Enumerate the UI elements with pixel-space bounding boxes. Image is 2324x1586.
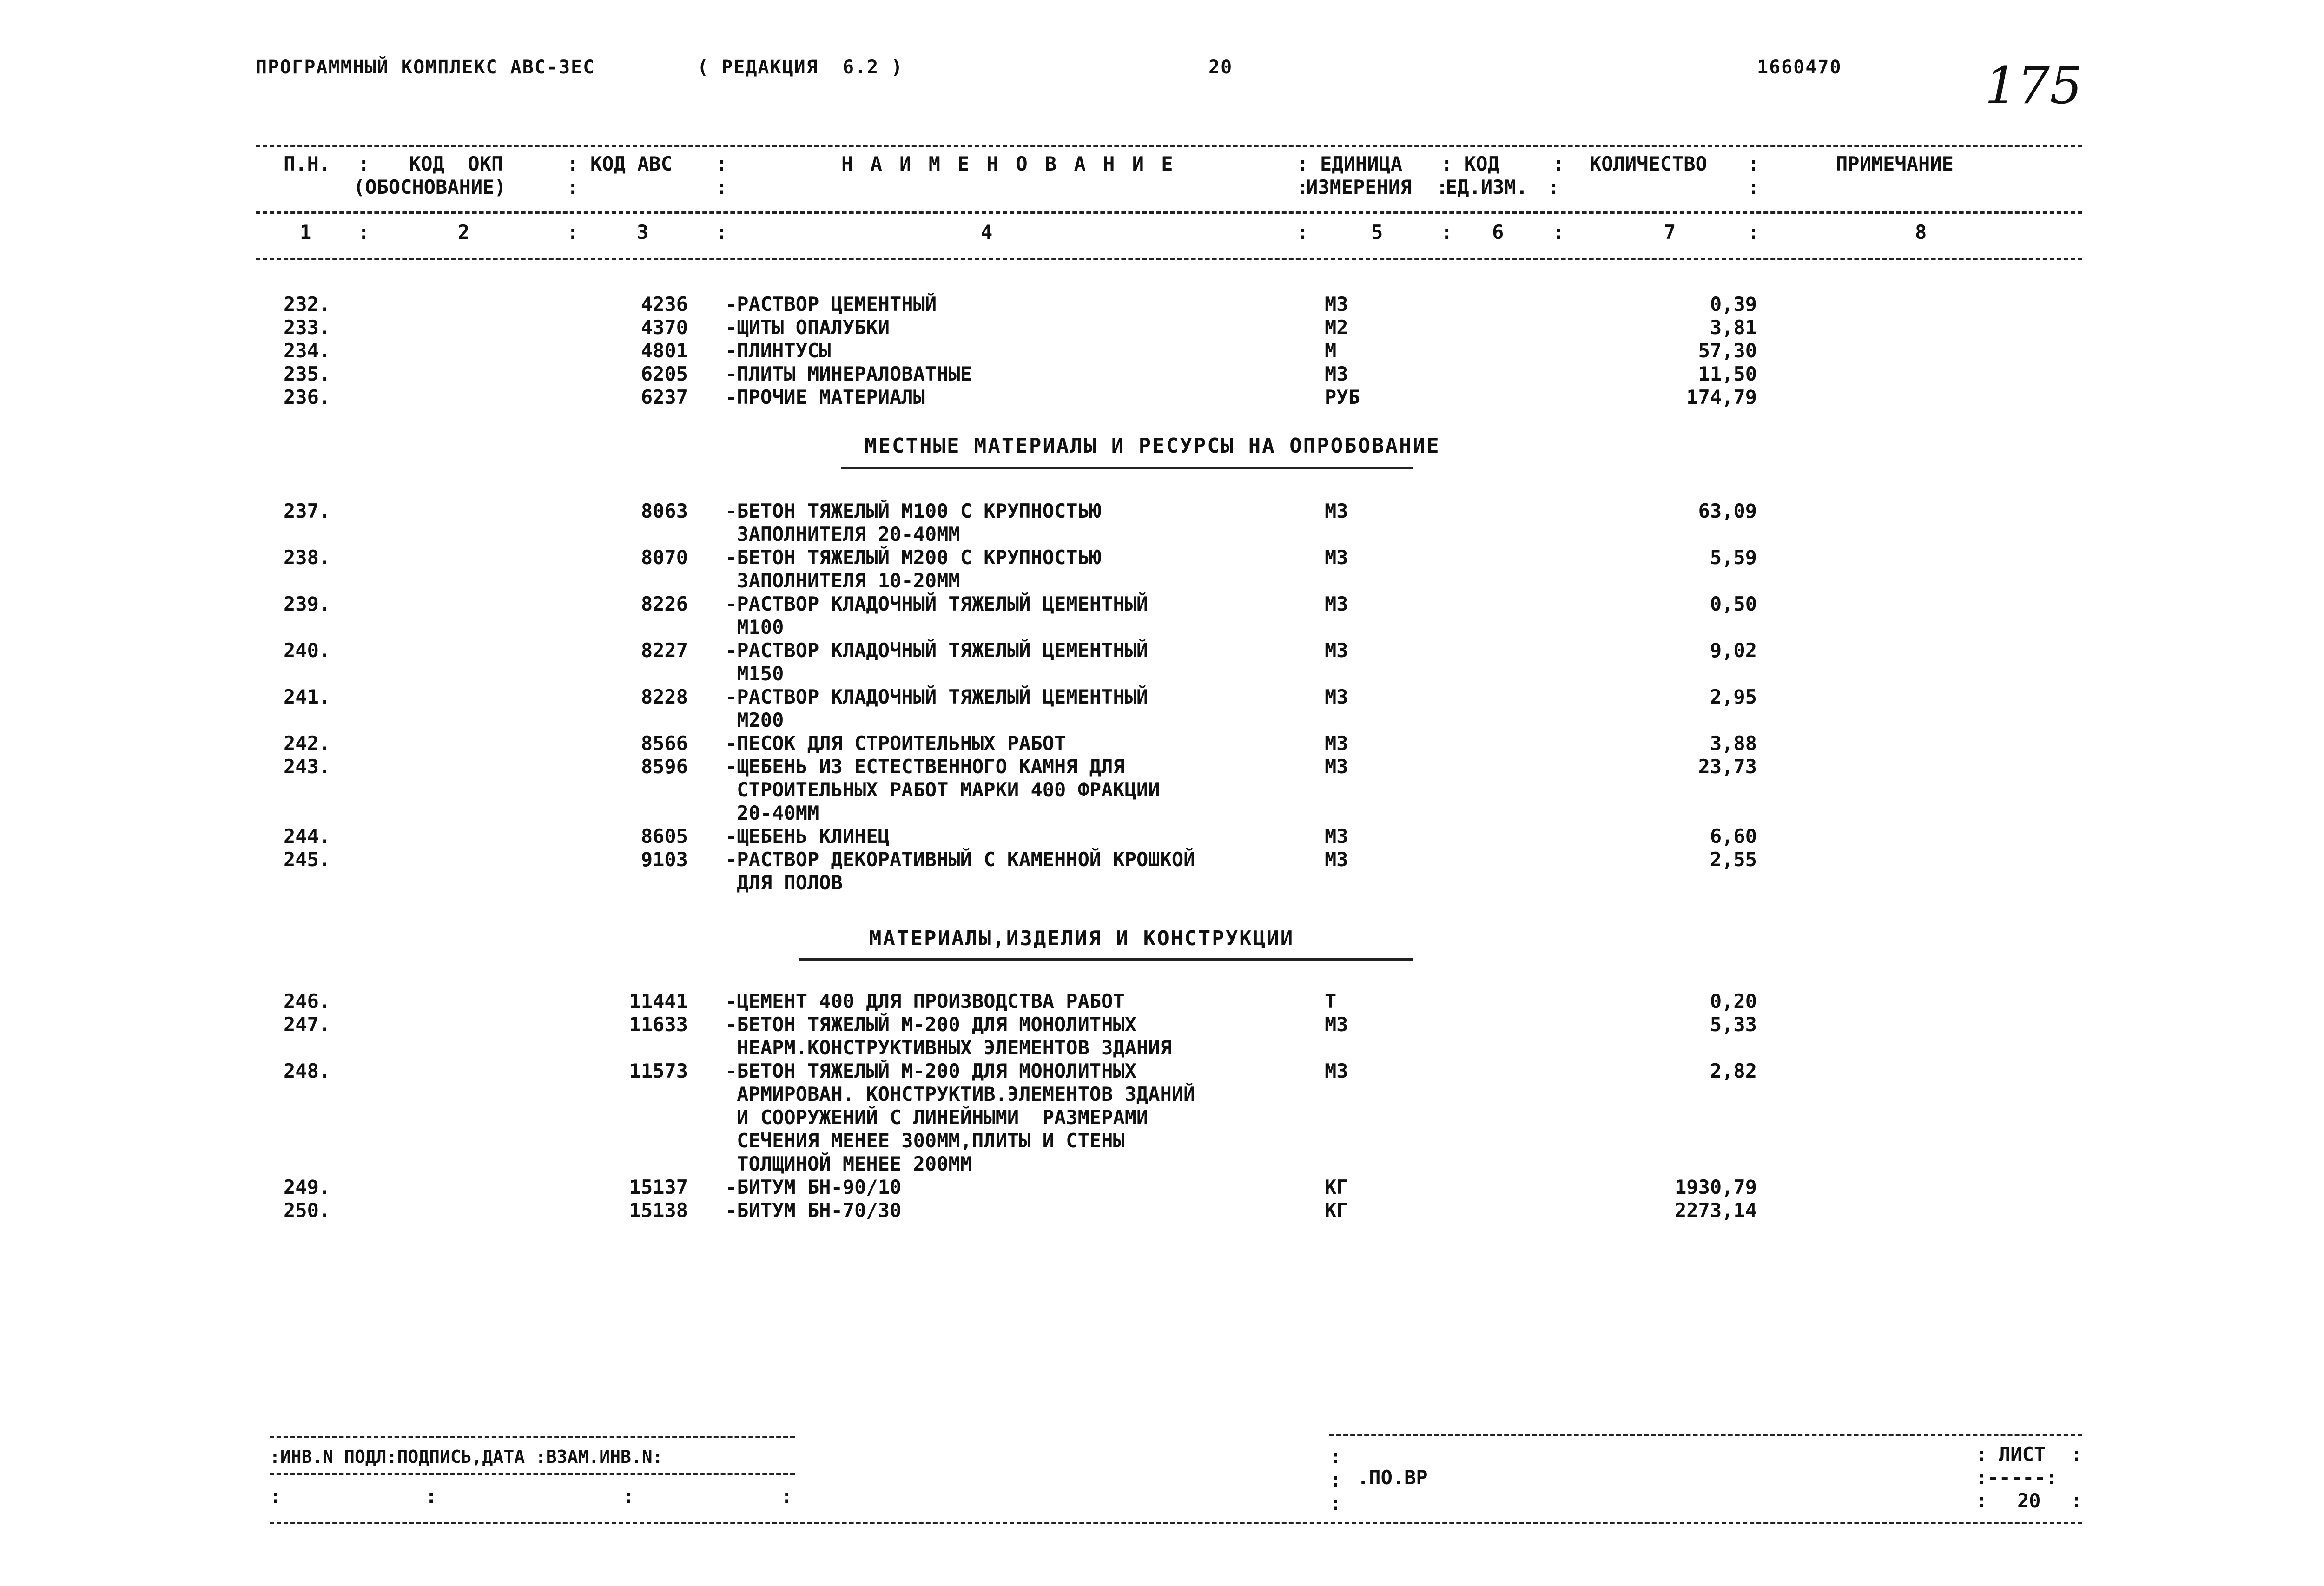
row-abc-code: 8227 [640, 639, 688, 662]
table-row [0, 592, 2324, 639]
row-quantity: 11,50 [1698, 362, 1757, 385]
row-number: 244. [284, 825, 331, 848]
row-unit: М3 [1325, 1013, 1348, 1036]
row-quantity: 2,82 [1710, 1060, 1757, 1082]
table-row [0, 293, 2324, 316]
table-row [0, 339, 2324, 362]
col-abc-header: КОД АВС [590, 152, 673, 175]
row-quantity: 3,81 [1710, 316, 1757, 339]
row-unit: Т [1325, 990, 1337, 1013]
row-unit: КГ [1325, 1176, 1348, 1198]
row-quantity: 63,09 [1698, 500, 1757, 522]
row-quantity: 0,20 [1710, 990, 1757, 1013]
section-underline-local [841, 467, 1413, 469]
col-okp-header: КОД ОКП [409, 152, 503, 175]
table-row [0, 1013, 2324, 1060]
row-unit: М [1325, 339, 1337, 362]
row-name-line: -ПРОЧИЕ МАТЕРИАЛЫ [725, 386, 925, 408]
row-name-line: -РАСТВОР КЛАДОЧНЫЙ ТЯЖЕЛЫЙ ЦЕМЕНТНЫЙ [725, 685, 1149, 708]
row-quantity: 2,95 [1710, 685, 1757, 708]
table-row [0, 848, 2324, 895]
row-number: 245. [284, 848, 331, 871]
row-quantity: 0,50 [1710, 592, 1757, 615]
table-row [0, 1060, 2324, 1176]
row-quantity: 3,88 [1710, 732, 1757, 755]
row-number: 235. [284, 362, 331, 385]
row-number: 249. [284, 1176, 331, 1198]
row-number: 242. [284, 732, 331, 755]
row-abc-code: 6237 [640, 386, 688, 408]
row-unit: М3 [1325, 732, 1348, 755]
row-unit: М3 [1325, 592, 1348, 615]
row-name-line: 20-40ММ [725, 802, 819, 824]
sheet-number: 20 [2017, 1489, 2041, 1512]
document-code: 1660470 [1757, 57, 1842, 78]
row-unit: М2 [1325, 316, 1348, 339]
edition-label: ( РЕДАКЦИЯ 6.2 ) [697, 57, 904, 78]
row-unit: М3 [1325, 500, 1348, 522]
row-number: 250. [284, 1199, 331, 1222]
program-title: ПРОГРАММНЫЙ КОМПЛЕКС АВС-ЗЕС [256, 57, 595, 78]
row-abc-code: 6205 [640, 362, 688, 385]
col-note-header: ПРИМЕЧАНИЕ [1836, 152, 1954, 175]
row-abc-code: 11573 [629, 1060, 688, 1082]
sheet-label: ЛИСТ [1999, 1443, 2046, 1466]
table-row [0, 362, 2324, 386]
row-unit: М3 [1325, 848, 1348, 871]
row-name-line: -РАСТВОР ДЕКОРАТИВНЫЙ С КАМЕННОЙ КРОШКОЙ [725, 848, 1195, 871]
table-row [0, 639, 2324, 685]
row-name-line: -ЩЕБЕНЬ ИЗ ЕСТЕСТВЕННОГО КАМНЯ ДЛЯ [725, 755, 1125, 778]
row-abc-code: 4370 [640, 316, 688, 339]
row-name-line: ДЛЯ ПОЛОВ [725, 871, 843, 894]
stamp-bottom-rule [270, 1522, 2082, 1524]
row-number: 239. [284, 592, 331, 615]
row-number: 232. [284, 293, 331, 316]
row-name-line: И СООРУЖЕНИЙ С ЛИНЕЙНЫМИ РАЗМЕРАМИ [725, 1106, 1149, 1129]
row-abc-code: 8605 [640, 825, 688, 848]
row-name-line: СТРОИТЕЛЬНЫХ РАБОТ МАРКИ 400 ФРАКЦИИ [725, 778, 1160, 801]
col-unit-header: ЕДИНИЦА [1320, 152, 1403, 175]
col-ucode-header: КОД [1464, 152, 1499, 175]
section-heading-materials: МАТЕРИАЛЫ,ИЗДЕЛИЯ И КОНСТРУКЦИИ [869, 927, 1294, 950]
row-name-line: -БИТУМ БН-70/30 [725, 1199, 902, 1222]
row-abc-code: 11633 [629, 1013, 688, 1036]
row-abc-code: 11441 [629, 990, 688, 1013]
row-name-line: -БЕТОН ТЯЖЕЛЫЙ М200 С КРУПНОСТЬЮ [725, 546, 1102, 569]
row-name-line: НЕАРМ.КОНСТРУКТИВНЫХ ЭЛЕМЕНТОВ ЗДАНИЯ [725, 1036, 1172, 1059]
section-heading-local: МЕСТНЫЕ МАТЕРИАЛЫ И РЕСУРСЫ НА ОПРОБОВАНИЕ [865, 434, 1440, 458]
table-row [0, 546, 2324, 592]
row-quantity: 0,39 [1710, 293, 1757, 316]
table-row [0, 386, 2324, 409]
row-number: 237. [284, 500, 331, 522]
row-name-line: -ЩИТЫ ОПАЛУБКИ [725, 316, 890, 339]
col-name-header: Н А И М Е Н О В А Н И Е [841, 152, 1176, 175]
row-name-line: -РАСТВОР КЛАДОЧНЫЙ ТЯЖЕЛЫЙ ЦЕМЕНТНЫЙ [725, 592, 1149, 615]
page-number: 20 [1208, 57, 1233, 78]
row-number: 238. [284, 546, 331, 569]
table-row [0, 500, 2324, 546]
row-quantity: 9,02 [1710, 639, 1757, 662]
row-name-line: М150 [725, 662, 784, 685]
row-abc-code: 15137 [629, 1176, 688, 1198]
row-quantity: 2273,14 [1674, 1199, 1757, 1222]
row-name-line: -РАСТВОР ЦЕМЕНТНЫЙ [725, 293, 937, 316]
row-name-line: СЕЧЕНИЯ МЕНЕЕ 300ММ,ПЛИТЫ И СТЕНЫ [725, 1129, 1125, 1152]
row-quantity: 5,59 [1710, 546, 1757, 569]
row-unit: М3 [1325, 755, 1348, 778]
row-unit: КГ [1325, 1199, 1348, 1222]
row-abc-code: 8226 [640, 592, 688, 615]
row-number: 246. [284, 990, 331, 1013]
row-unit: М3 [1325, 546, 1348, 569]
row-unit: М3 [1325, 685, 1348, 708]
col-ucode-sub-header: ЕД.ИЗМ. [1446, 176, 1528, 198]
col-okp-sub-header: (ОБОСНОВАНИЕ) [353, 176, 506, 198]
row-name-line: -ПЛИНТУСЫ [725, 339, 831, 362]
row-abc-code: 8596 [640, 755, 688, 778]
row-name-line: АРМИРОВАН. КОНСТРУКТИВ.ЭЛЕМЕНТОВ ЗДАНИЙ [725, 1083, 1195, 1106]
row-quantity: 57,30 [1698, 339, 1757, 362]
row-number: 234. [284, 339, 331, 362]
row-unit: РУБ [1325, 386, 1360, 408]
row-number: 240. [284, 639, 331, 662]
row-name-line: М200 [725, 709, 784, 731]
row-number: 243. [284, 755, 331, 778]
table-row [0, 1176, 2324, 1199]
row-name-line: М100 [725, 616, 784, 638]
table-top-rule [256, 145, 2082, 147]
stamp-department: .ПО.ВР [1357, 1466, 1428, 1489]
row-number: 248. [284, 1060, 331, 1082]
stamp-right-top-rule [1329, 1434, 2082, 1436]
table-row [0, 732, 2324, 755]
col-qty-header: КОЛИЧЕСТВО [1590, 152, 1707, 175]
header-rule [256, 211, 2082, 214]
row-name-line: ЗАПОЛНИТЕЛЯ 20-40ММ [725, 523, 960, 546]
row-number: 236. [284, 386, 331, 408]
row-abc-code: 8070 [640, 546, 688, 569]
row-name-line: -БЕТОН ТЯЖЕЛЫЙ М-200 ДЛЯ МОНОЛИТНЫХ [725, 1013, 1137, 1036]
col-pn-header: П.Н. [284, 152, 331, 175]
row-name-line: -ПЛИТЫ МИНЕРАЛОВАТНЫЕ [725, 362, 972, 385]
table-row [0, 825, 2324, 848]
row-quantity: 2,55 [1710, 848, 1757, 871]
row-unit: М3 [1325, 362, 1348, 385]
section-underline-materials [799, 958, 1413, 961]
row-abc-code: 9103 [640, 848, 688, 871]
row-name-line: -ПЕСОК ДЛЯ СТРОИТЕЛЬНЫХ РАБОТ [725, 732, 1066, 755]
header-bottom-rule [256, 258, 2082, 260]
row-quantity: 23,73 [1698, 755, 1757, 778]
row-abc-code: 4236 [640, 293, 688, 316]
stamp-left-labels: :ИНВ.N ПОДЛ:ПОДПИСЬ,ДАТА :ВЗАМ.ИНВ.N: [270, 1447, 663, 1467]
table-row [0, 755, 2324, 825]
row-number: 233. [284, 316, 331, 339]
row-abc-code: 8228 [640, 685, 688, 708]
stamp-left-mid-rule [270, 1473, 795, 1475]
row-name-line: ЗАПОЛНИТЕЛЯ 10-20ММ [725, 569, 960, 592]
row-name-line: -ЩЕБЕНЬ КЛИНЕЦ [725, 825, 890, 848]
stamp-left-top-rule [270, 1436, 795, 1438]
row-quantity: 174,79 [1686, 386, 1757, 408]
row-number: 247. [284, 1013, 331, 1036]
row-name-line: -БЕТОН ТЯЖЕЛЫЙ М-200 ДЛЯ МОНОЛИТНЫХ [725, 1060, 1137, 1082]
row-abc-code: 4801 [640, 339, 688, 362]
row-quantity: 6,60 [1710, 825, 1757, 848]
table-row [0, 1199, 2324, 1222]
row-quantity: 1930,79 [1674, 1176, 1757, 1198]
col-unit-sub-header: ИЗМЕРЕНИЯ [1306, 176, 1412, 198]
row-unit: М3 [1325, 825, 1348, 848]
row-name-line: -БЕТОН ТЯЖЕЛЫЙ М100 С КРУПНОСТЬЮ [725, 500, 1102, 522]
row-quantity: 5,33 [1710, 1013, 1757, 1036]
row-name-line: -РАСТВОР КЛАДОЧНЫЙ ТЯЖЕЛЫЙ ЦЕМЕНТНЫЙ [725, 639, 1149, 662]
row-abc-code: 8566 [640, 732, 688, 755]
row-name-line: -ЦЕМЕНТ 400 ДЛЯ ПРОИЗВОДСТВА РАБОТ [725, 990, 1125, 1013]
row-unit: М3 [1325, 1060, 1348, 1082]
handwritten-sheet-number: 175 [1985, 56, 2082, 115]
row-name-line: -БИТУМ БН-90/10 [725, 1176, 902, 1198]
row-abc-code: 15138 [629, 1199, 688, 1222]
row-number: 241. [284, 685, 331, 708]
row-unit: М3 [1325, 639, 1348, 662]
row-unit: М3 [1325, 293, 1348, 316]
table-row [0, 685, 2324, 732]
row-abc-code: 8063 [640, 500, 688, 522]
row-name-line: ТОЛЩИНОЙ МЕНЕЕ 200ММ [725, 1152, 972, 1175]
table-row [0, 990, 2324, 1013]
table-row [0, 316, 2324, 339]
